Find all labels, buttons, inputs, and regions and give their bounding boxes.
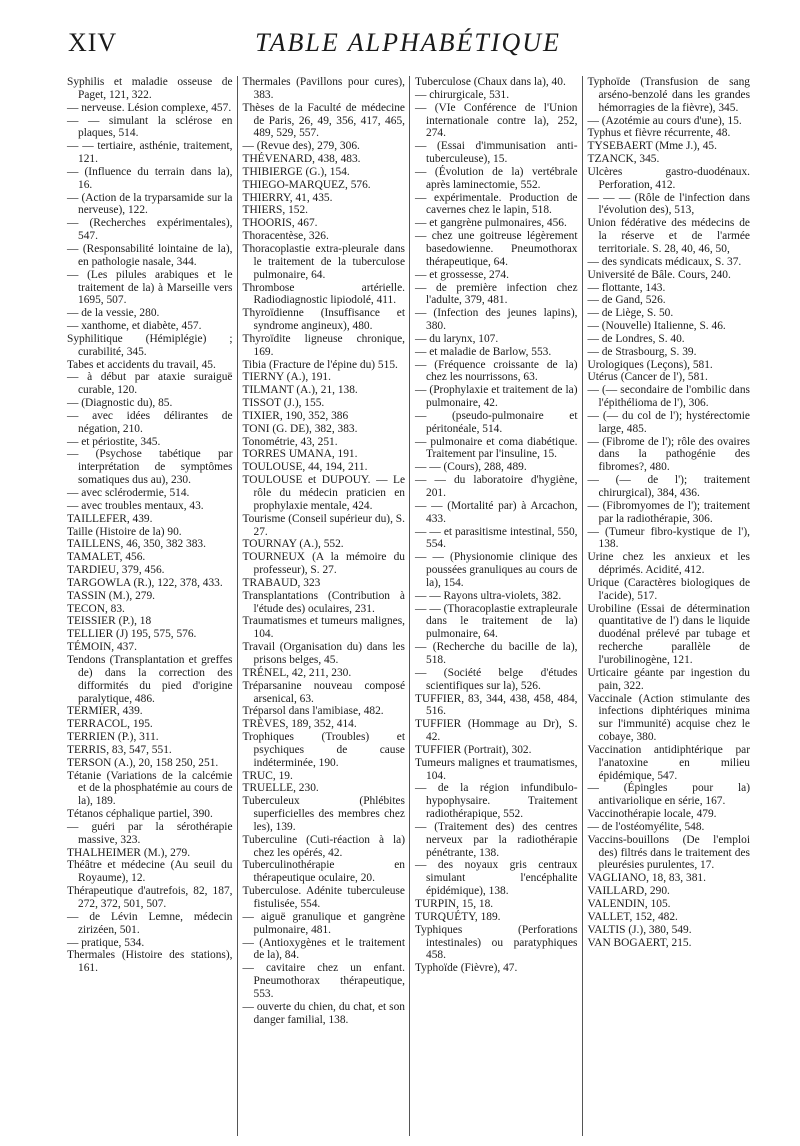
index-entry: Théâtre et médecine (Au seuil du Royaume), 12. [67, 859, 233, 885]
index-entry: TERRIEN (P.), 311. [67, 731, 159, 744]
index-entry: — — (Cours), 288, 489. [415, 461, 527, 474]
index-entry: — de Gand, 526. [587, 294, 666, 307]
index-entry: TZANCK, 345. [587, 153, 660, 166]
index-entry: — (Traitement des) des centres nerveux par la radiothérapie pénétrante, 138. [415, 820, 578, 859]
index-entry: — — (Mortalité par) à Arcachon, 433. [415, 499, 578, 525]
index-entry: — (Antioxygènes et le traitement de la), 84. [242, 936, 405, 962]
index-entry: — (Essai d'immunisation anti-tuberculeuse), 15. [415, 140, 578, 166]
index-entry: — (Fibrome de l'); rôle des ovaires dans la pathogénie des fibromes?, 480. [587, 435, 750, 474]
index-entry: — (Société belge d'études scientifiques sur la), 526. [415, 666, 578, 692]
index-entry: — du larynx, 107. [415, 332, 499, 345]
index-entry: TRUELLE, 230. [242, 782, 319, 795]
index-entry: Urique (Caractères biologiques de l'acide), 517. [587, 576, 750, 602]
index-entry: VAGLIANO, 18, 83, 381. [587, 872, 706, 885]
index-entry: TORRES UMANA, 191. [242, 448, 358, 461]
index-entry: TRUC, 19. [242, 769, 293, 782]
index-column-3 [409, 76, 582, 1136]
index-entry: Thyroïdienne (Insuffisance et syndrome angineux), 480. [242, 307, 405, 333]
index-entry: — — tertiaire, asthénie, traitement, 121. [67, 140, 233, 166]
index-entry: — avec idées délirantes de négation, 210. [67, 409, 233, 435]
index-entry: — chirurgicale, 531. [415, 88, 510, 101]
index-entry: THIERS, 152. [242, 204, 308, 217]
index-entry: Tuberculose (Chaux dans la), 40. [415, 76, 566, 88]
index-entry: Tonométrie, 43, 251. [242, 435, 338, 448]
index-column-2 [237, 76, 410, 1136]
index-entry: TARGOWLA (R.), 122, 378, 433. [67, 576, 223, 589]
index-entry: Typhoïde (Transfusion de sang arséno-benzolé dans les grandes hémorragies de la fièvre), 345. [587, 76, 750, 114]
index-entry: — (Recherche du bacille de la), 518. [415, 641, 578, 666]
index-entry: TARDIEU, 379, 456. [67, 564, 165, 577]
index-entry: TERSON (A.), 20, 158 250, 251. [67, 756, 219, 769]
index-columns [64, 76, 754, 1136]
index-entry: TURQUÉTY, 189. [415, 910, 501, 923]
index-entry: Trophiques (Troubles) et psychiques de cause indéterminée, 190. [242, 731, 405, 769]
index-entry: Thermales (Pavillons pour cures), 383. [242, 76, 405, 101]
index-entry: Typhus et fièvre récurrente, 48. [587, 127, 731, 140]
index-entry: TUFFIER (Portrait), 302. [415, 743, 532, 756]
index-entry: TERRIS, 83, 547, 551. [67, 743, 172, 756]
index-entry: Vaccinothérapie locale, 479. [587, 808, 717, 821]
index-entry: TIXIER, 190, 352, 386 [242, 409, 349, 422]
index-entry: TYSEBAERT (Mme J.), 45. [587, 140, 717, 153]
index-entry: TELLIER (J) 195, 575, 576. [67, 628, 197, 641]
index-entry: — xanthome, et diabète, 457. [67, 320, 202, 333]
index-entry: Thyroïdite ligneuse chronique, 169. [242, 332, 405, 358]
index-entry: — avec troubles mentaux, 43. [67, 499, 204, 512]
index-entry: — cavitaire chez un enfant. Pneumothorax thérapeutique, 553. [242, 962, 405, 1000]
index-entry: TOURNEUX (A la mémoire du professeur), S. 27. [242, 551, 405, 577]
index-entry: TERMIER, 439. [67, 705, 143, 718]
index-entry: VALTIS (J.), 380, 549. [587, 923, 692, 936]
index-entry: — de Liège, S. 50. [587, 307, 674, 320]
index-entry: — (Fréquence croissante de la) chez les nourrissons, 63. [415, 358, 578, 384]
index-entry: Thèses de la Faculté de médecine de Paris, 26, 49, 356, 417, 465, 489, 529, 557. [242, 101, 405, 140]
index-entry: — ouverte du chien, du chat, et son danger familial, 138. [242, 1000, 405, 1026]
running-title: TABLE ALPHABÉTIQUE [255, 28, 561, 57]
index-entry: Tréparsanine nouveau composé arsenical, 63. [242, 679, 405, 705]
index-entry: VAN BOGAERT, 215. [587, 936, 692, 949]
index-entry: — (— du col de l'); hystérectomie large, 485. [587, 409, 750, 435]
page-number: XIV [68, 28, 118, 57]
index-entry: — (Tumeur fibro-kystique de l'), 138. [587, 525, 750, 551]
index-entry: TOULOUSE et DUPOUY. — Le rôle du médecin praticien en prophylaxie mentale, 424. [242, 474, 405, 512]
index-entry: — guéri par la sérothérapie massive, 323. [67, 820, 233, 846]
index-entry: — pulmonaire et coma diabétique. Traitement par l'insuline, 15. [415, 435, 578, 461]
index-entry: — — simulant la sclérose en plaques, 514. [67, 114, 233, 140]
index-entry: Tuberculose. Adénite tuberculeuse fistulisée, 554. [242, 885, 405, 910]
index-entry: — (Infection des jeunes lapins), 380. [415, 307, 578, 333]
index-entry: Taille (Histoire de la) 90. [67, 525, 182, 538]
index-entry: — et maladie de Barlow, 553. [415, 345, 552, 358]
index-entry: — — du laboratoire d'hygiène, 201. [415, 474, 578, 499]
index-entry: — aiguë granulique et gangrène pulmonaire, 481. [242, 910, 405, 936]
index-entry: Urobiline (Essai de détermination quantitative de l') dans le liquide duodénal prélevé par tubage et recherche parallèle de l'urobilinogène, 121. [587, 602, 750, 666]
index-entry: Thrombose artérielle. Radiodiagnostic lipiodolé, 411. [242, 281, 405, 307]
index-entry: THALHEIMER (M.), 279. [67, 846, 191, 859]
index-entry: THIERRY, 41, 435. [242, 191, 333, 204]
index-entry: TIERNY (A.), 191. [242, 371, 331, 384]
index-entry: Tuberculinothérapie en thérapeutique oculaire, 20. [242, 859, 405, 885]
index-entry: Syphilitique (Hémiplégie) ; curabilité, 345. [67, 332, 233, 358]
index-entry: — (Action de la tryparsamide sur la nerveuse), 122. [67, 191, 233, 217]
index-entry: — et périostite, 345. [67, 435, 161, 448]
index-entry: — de première infection chez l'adulte, 379, 481. [415, 281, 578, 307]
index-entry: Ulcères gastro-duodénaux. Perforation, 412. [587, 165, 750, 191]
index-entry: THIEGO-MARQUEZ, 576. [242, 178, 371, 191]
index-entry: — (Recherches expérimentales), 547. [67, 217, 233, 243]
index-entry: VALENDIN, 105. [587, 898, 671, 910]
index-entry: Thermales (Histoire des stations), 161. [67, 949, 233, 975]
index-entry: VAILLARD, 290. [587, 885, 670, 898]
index-entry: Syphilis et maladie osseuse de Paget, 121, 322. [67, 76, 233, 101]
index-entry: — de Londres, S. 40. [587, 332, 685, 345]
index-entry: THIBIERGE (G.), 154. [242, 165, 350, 178]
index-entry: — (Influence du terrain dans la), 16. [67, 165, 233, 191]
index-entry: — chez une goitreuse légèrement basedowienne. Pneumothorax thérapeutique, 64. [415, 230, 578, 268]
index-entry: TURPIN, 15, 18. [415, 898, 494, 910]
index-entry: TILMANT (A.), 21, 138. [242, 384, 358, 397]
index-entry: THÉVENARD, 438, 483. [242, 153, 361, 166]
index-entry: TAMALET, 456. [67, 551, 146, 564]
index-entry: — — (Physionomie clinique des poussées granuliques au cours de la), 154. [415, 551, 578, 589]
index-entry: — des noyaux gris centraux simulant l'encéphalite épidémique), 138. [415, 859, 578, 898]
index-entry: TECON, 83. [67, 602, 125, 615]
index-entry: TUFFIER, 83, 344, 438, 458, 484, 516. [415, 692, 578, 718]
index-entry: — (pseudo-pulmonaire et péritonéale, 514. [415, 409, 578, 435]
index-entry: TRÈVES, 189, 352, 414. [242, 718, 357, 731]
index-entry: THOORIS, 467. [242, 217, 318, 230]
index-entry: TOURNAY (A.), 552. [242, 538, 344, 551]
index-entry: Traumatismes et tumeurs malignes, 104. [242, 615, 405, 641]
index-entry: TEISSIER (P.), 18 [67, 615, 152, 628]
index-entry: — (Psychose tabétique par interprétation de symptômes somatiques dus au), 230. [67, 448, 233, 487]
index-entry: Tuberculeux (Phlébites superficielles des membres chez les), 139. [242, 795, 405, 833]
index-entry: TISSOT (J.), 155. [242, 397, 325, 410]
index-entry: — de la région infundibulo-hypophysaire. Traitement radiothérapique, 552. [415, 782, 578, 821]
index-entry: TAILLEFER, 439. [67, 512, 153, 525]
index-entry: — avec sclérodermie, 514. [67, 487, 190, 499]
index-entry: Tourisme (Conseil supérieur du), S. 27. [242, 512, 405, 538]
index-entry: — pratique, 534. [67, 936, 145, 949]
index-entry: — des syndicats médicaux, S. 37. [587, 255, 742, 268]
index-entry: Tabes et accidents du travail, 45. [67, 358, 216, 371]
index-entry: TRÉNEL, 42, 211, 230. [242, 666, 352, 679]
index-entry: TÉMOIN, 437. [67, 641, 137, 654]
index-entry: Typhiques (Perforations intestinales) ou paratyphiques 458. [415, 923, 578, 962]
index-entry: — (Responsabilité lointaine de la), en pathologie nasale, 344. [67, 242, 233, 268]
index-entry: TRABAUD, 323 [242, 576, 321, 589]
index-entry: Vaccinale (Action stimulante des infections diphtériques minima sur l'immunité) acquise chez le cobaye, 380. [587, 692, 750, 744]
index-entry: — (Revue des), 279, 306. [242, 140, 360, 153]
index-entry: Tétanie (Variations de la calcémie et de la phosphatémie au cours de la), 189. [67, 769, 233, 808]
index-entry: Tibia (Fracture de l'épine du) 515. [242, 358, 398, 371]
index-entry: Vaccination antidiphtérique par l'anatoxine en milieu épidémique, 547. [587, 743, 750, 782]
index-entry: Tétanos céphalique partiel, 390. [67, 808, 213, 821]
index-entry: Utérus (Cancer de l'), 581. [587, 371, 708, 384]
index-entry: Tendons (Transplantation et greffes de) dans la correction des difformités du pied d'origine paralytique, 486. [67, 653, 233, 705]
index-entry: — (Diagnostic du), 85. [67, 397, 173, 410]
index-entry: — de l'ostéomyélite, 548. [587, 820, 705, 833]
index-entry: Urologiques (Leçons), 581. [587, 358, 713, 371]
index-entry: TASSIN (M.), 279. [67, 589, 155, 602]
index-entry: Union fédérative des médecins de la réserve et de l'armée territoriale. S. 28, 40, 46, 50, [587, 217, 750, 255]
index-entry: — (— secondaire de l'ombilic dans l'épithélioma de l'), 306. [587, 384, 750, 410]
index-column-4 [582, 76, 755, 1136]
index-entry: Université de Bâle. Cours, 240. [587, 268, 731, 281]
index-entry: — (— de l'); traitement chirurgical), 384, 436. [587, 474, 750, 499]
index-entry: TONI (G. DE), 382, 383. [242, 422, 358, 435]
index-entry: Thérapeutique d'autrefois, 82, 187, 272, 372, 501, 507. [67, 885, 233, 910]
index-entry: Urticaire géante par ingestion du pain, 322. [587, 666, 750, 692]
index-entry: — de Strasbourg, S. 39. [587, 345, 697, 358]
index-entry: — (Évolution de la) vertébrale après laminectomie, 552. [415, 165, 578, 191]
index-entry: Travail (Organisation du) dans les prisons belges, 45. [242, 641, 405, 666]
index-entry: TUFFIER (Hommage au Dr), S. 42. [415, 718, 578, 744]
index-entry: — nerveuse. Lésion complexe, 457. [67, 101, 232, 114]
index-entry: — (Nouvelle) Italienne, S. 46. [587, 320, 726, 333]
index-entry: — — (Thoracoplastie extrapleurale dans le traitement de la) pulmonaire, 64. [415, 602, 578, 641]
index-entry: — expérimentale. Production de cavernes chez le lapin, 518. [415, 191, 578, 217]
index-entry: VALLET, 152, 482. [587, 910, 678, 923]
index-entry: — (Fibromyomes de l'); traitement par la radiothérapie, 306. [587, 499, 750, 525]
index-entry: — et grossesse, 274. [415, 268, 509, 281]
index-entry: TAILLENS, 46, 350, 382 383. [67, 538, 206, 551]
index-entry: Tuberculine (Cuti-réaction à la) chez les opérés, 42. [242, 833, 405, 859]
index-entry: Tumeurs malignes et traumatismes, 104. [415, 756, 578, 782]
index-entry: — (Les pilules arabiques et le traitement de la) à Marseille vers 1695, 507. [67, 268, 233, 307]
index-entry: — flottante, 143. [587, 281, 666, 294]
index-entry: — à début par ataxie suraiguë curable, 120. [67, 371, 233, 397]
index-entry: Typhoïde (Fièvre), 47. [415, 962, 518, 975]
index-entry: TOULOUSE, 44, 194, 211. [242, 461, 368, 474]
index-entry: Thoracoplastie extra-pleurale dans le traitement de la tuberculose pulmonaire, 64. [242, 242, 405, 281]
index-entry: TERRACOL, 195. [67, 718, 153, 731]
index-entry: — — et parasitisme intestinal, 550, 554. [415, 525, 578, 551]
index-entry: — — Rayons ultra-violets, 382. [415, 589, 562, 602]
index-entry: — de la vessie, 280. [67, 307, 160, 320]
index-entry: — — — (Rôle de l'infection dans l'évolution des), 513, [587, 191, 750, 217]
index-entry: — de Lévin Lemne, médecin zirizéen, 501. [67, 910, 233, 936]
index-entry: Transplantations (Contribution à l'étude des) oculaires, 231. [242, 589, 405, 615]
index-entry: — (Prophylaxie et traitement de la) pulmonaire, 42. [415, 384, 578, 410]
index-entry: Tréparsol dans l'amibiase, 482. [242, 705, 384, 718]
index-entry: — (Azotémie au cours d'une), 15. [587, 114, 742, 127]
index-entry: Vaccins-bouillons (De l'emploi des) filtrés dans le traitement des pleurésies purulentes, 17. [587, 833, 750, 872]
index-entry: Urine chez les anxieux et les déprimés. Acidité, 412. [587, 551, 750, 577]
index-entry: — (VIe Conférence de l'Union internationale contre la), 252, 274. [415, 101, 578, 140]
index-entry: Thoracentèse, 326. [242, 230, 329, 243]
page-header [68, 28, 748, 68]
index-column-1 [64, 76, 237, 1136]
index-entry: — et gangrène pulmonaires, 456. [415, 217, 567, 230]
index-entry: — (Épingles pour la) antivariolique en série, 167. [587, 782, 750, 808]
